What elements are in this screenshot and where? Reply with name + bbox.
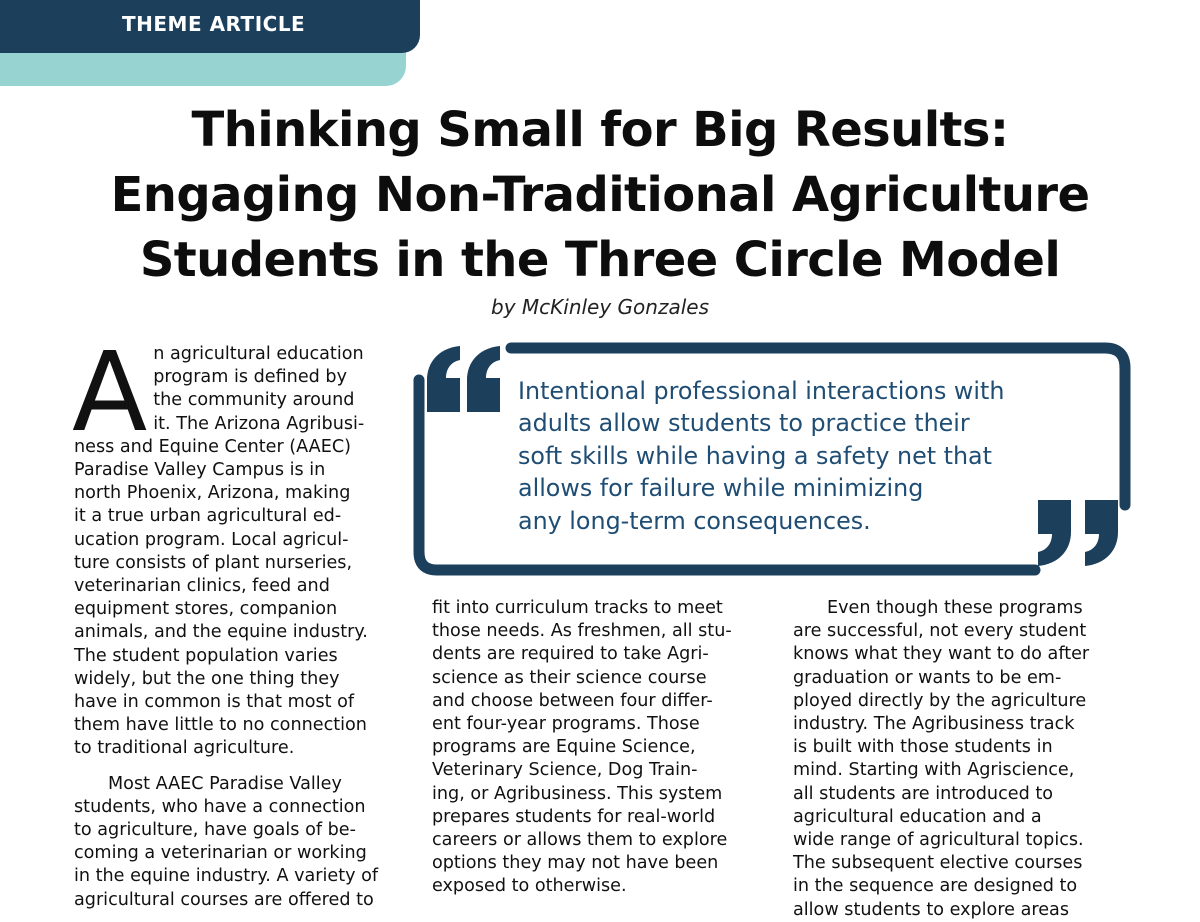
text-line: allow students to explore areas (793, 899, 1069, 920)
title-line: Thinking Small for Big Results: (191, 102, 1009, 158)
header-tab (0, 0, 420, 53)
body-column-3 (793, 597, 1133, 922)
text-line: Paradise Valley Campus is in (74, 460, 326, 481)
text-line: program is defined by (153, 367, 347, 388)
text-line: The student population varies (74, 645, 338, 666)
text-line: ent four-year programs. Those (432, 714, 700, 735)
text-line: programs are Equine Science, (432, 737, 696, 758)
text-line: in the sequence are designed to (793, 876, 1078, 897)
text-line: ing, or Agribusiness. This system (432, 783, 723, 804)
section-label: THEME ARTICLE (122, 12, 306, 36)
text-line: is built with those students in (793, 737, 1053, 758)
text-line: the community around (153, 390, 355, 411)
text-line: north Phoenix, Arizona, making (74, 483, 351, 504)
text-line: careers or allows them to explore (432, 830, 728, 851)
text-line: in the equine industry. A variety of (74, 866, 379, 887)
text-line: graduation or wants to be em- (793, 667, 1062, 688)
quote-line: soft skills while having a safety net that (518, 441, 992, 470)
text-line: all students are introduced to (793, 783, 1053, 804)
quote-line: allows for failure while minimizing (518, 474, 924, 503)
text-line: ucation program. Local agricul- (74, 529, 349, 550)
text-line: to agriculture, have goals of be- (74, 820, 356, 841)
text-line: Even though these programs (827, 598, 1083, 618)
body-column-1 (72, 328, 404, 912)
title-line: Engaging Non-Traditional Agriculture (110, 167, 1090, 223)
text-line: veterinarian clinics, feed and (74, 576, 330, 597)
text-line: mind. Starting with Agriscience, (793, 760, 1075, 781)
byline: by McKinley Gonzales (491, 295, 709, 319)
open-quote-icon (427, 346, 500, 412)
quote-line: adults allow students to practice their (518, 409, 970, 438)
text-line: them have little to no connection (74, 715, 367, 736)
paragraph (793, 597, 1133, 922)
paragraph (432, 597, 772, 899)
quote-line: Intentional professional interactions with (518, 377, 1005, 405)
text-line: ness and Equine Center (AAEC) (74, 436, 351, 457)
text-line: wide range of agricultural topics. (793, 830, 1084, 851)
text-line: equipment stores, companion (74, 599, 338, 620)
text-line: agricultural education and a (793, 806, 1042, 827)
text-line: it a true urban agricultural ed- (74, 506, 342, 527)
text-line: ployed directly by the agriculture (793, 690, 1087, 711)
text-line: dents are required to take Agri- (432, 644, 709, 665)
text-line: coming a veterinarian or working (74, 843, 367, 864)
body-column-2 (432, 597, 772, 899)
text-line: animals, and the equine industry. (74, 622, 368, 643)
text-line: knows what they want to do after (793, 644, 1090, 665)
text-line: students, who have a connection (74, 796, 366, 817)
text-line: science as their science course (432, 667, 707, 688)
text-line: widely, but the one thing they (74, 668, 340, 689)
quote-line: any long-term consequences. (518, 506, 871, 535)
text-line: exposed to otherwise. (432, 876, 627, 897)
text-line: it. The Arizona Agribusi- (153, 413, 365, 434)
text-line: n agricultural education (153, 344, 364, 364)
text-line: options they may not have been (432, 853, 719, 874)
text-line: agricultural courses are offered to (74, 889, 374, 910)
title-line: Students in the Three Circle Model (139, 232, 1061, 288)
text-line: and choose between four differ- (432, 690, 713, 711)
pull-quote-text (518, 375, 1118, 537)
text-line: are successful, not every student (793, 621, 1087, 642)
paragraph (72, 328, 404, 761)
text-line: The subsequent elective courses (793, 853, 1083, 874)
text-line: have in common is that most of (74, 692, 355, 713)
text-line: fit into curriculum tracks to meet (432, 598, 723, 618)
paragraph (74, 773, 404, 912)
text-line: prepares students for real-world (432, 806, 716, 827)
article-title (0, 98, 1200, 293)
drop-cap: A (72, 328, 148, 456)
text-line: those needs. As freshmen, all stu- (432, 621, 732, 642)
text-line: Veterinary Science, Dog Train- (432, 760, 698, 781)
text-line: ture consists of plant nurseries, (74, 552, 353, 573)
text-line: to traditional agriculture. (74, 738, 295, 759)
text-line: industry. The Agribusiness track (793, 714, 1075, 735)
text-line: Most AAEC Paradise Valley (108, 773, 342, 794)
